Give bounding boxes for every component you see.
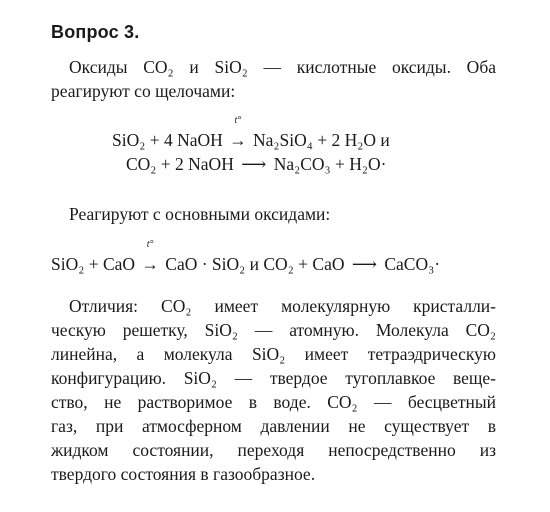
intro-line-2: реагируют со щелочами:: [51, 81, 236, 101]
eq1-arrow: t° →: [229, 115, 247, 150]
eq1-right: Na₂SiO₄ + 2 H₂O и: [253, 130, 390, 150]
eq3-mid: CaO · SiO₂ и CO₂ + CaO: [165, 254, 345, 274]
equation-co2-naoh: [126, 152, 386, 176]
eq1-heat-condition: t°: [234, 115, 242, 126]
equation-with-cao: [51, 239, 441, 276]
eq2-arrow: ⟶: [241, 154, 267, 174]
intro-line-1: Оксиды CO₂ и SiO₂ — кислотные оксиды. Оба: [69, 57, 496, 77]
differences-paragraph: [51, 294, 496, 486]
eq3-heat-condition: t°: [146, 239, 154, 250]
differences-line: жидком состоянии, переходя непосредственно из: [51, 440, 496, 460]
differences-line: твердого состояния в газообразное.: [51, 464, 316, 484]
eq3-left: SiO₂ + CaO: [51, 254, 136, 274]
eq3-arrow-2: ⟶: [351, 254, 377, 274]
differences-line: линейна, а молекула SiO₂ имеет тетраэдрическую: [51, 344, 496, 364]
eq1-left: SiO₂ + 4 NaOH: [112, 130, 223, 150]
question-title: Вопрос 3.: [51, 22, 140, 42]
eq2-left: CO₂ + 2 NaOH: [126, 154, 234, 174]
basic-oxides-text: Реагируют с основными оксидами:: [69, 204, 331, 224]
basic-oxides-paragraph: [51, 202, 496, 226]
differences-line: ство, не растворимое в воде. CO₂ — бесцветный: [51, 392, 496, 412]
eq3-right: CaCO₃·: [384, 254, 441, 274]
eq2-right: Na₂CO₃ + H₂O·: [273, 154, 387, 174]
differences-line: ческую решетку, SiO₂ — атомную. Молекула CO₂: [51, 320, 496, 340]
differences-line: газ, при атмосферном давлении не существует в: [51, 416, 496, 436]
intro-paragraph: [51, 55, 496, 103]
differences-line: Отличия: CO₂ имеет молекулярную кристалли-: [69, 296, 496, 316]
equation-sio2-naoh: [112, 115, 390, 152]
differences-line: конфигурацию. SiO₂ — твердое тугоплавкое веще-: [51, 368, 496, 388]
eq3-arrow: t° →: [141, 239, 159, 274]
